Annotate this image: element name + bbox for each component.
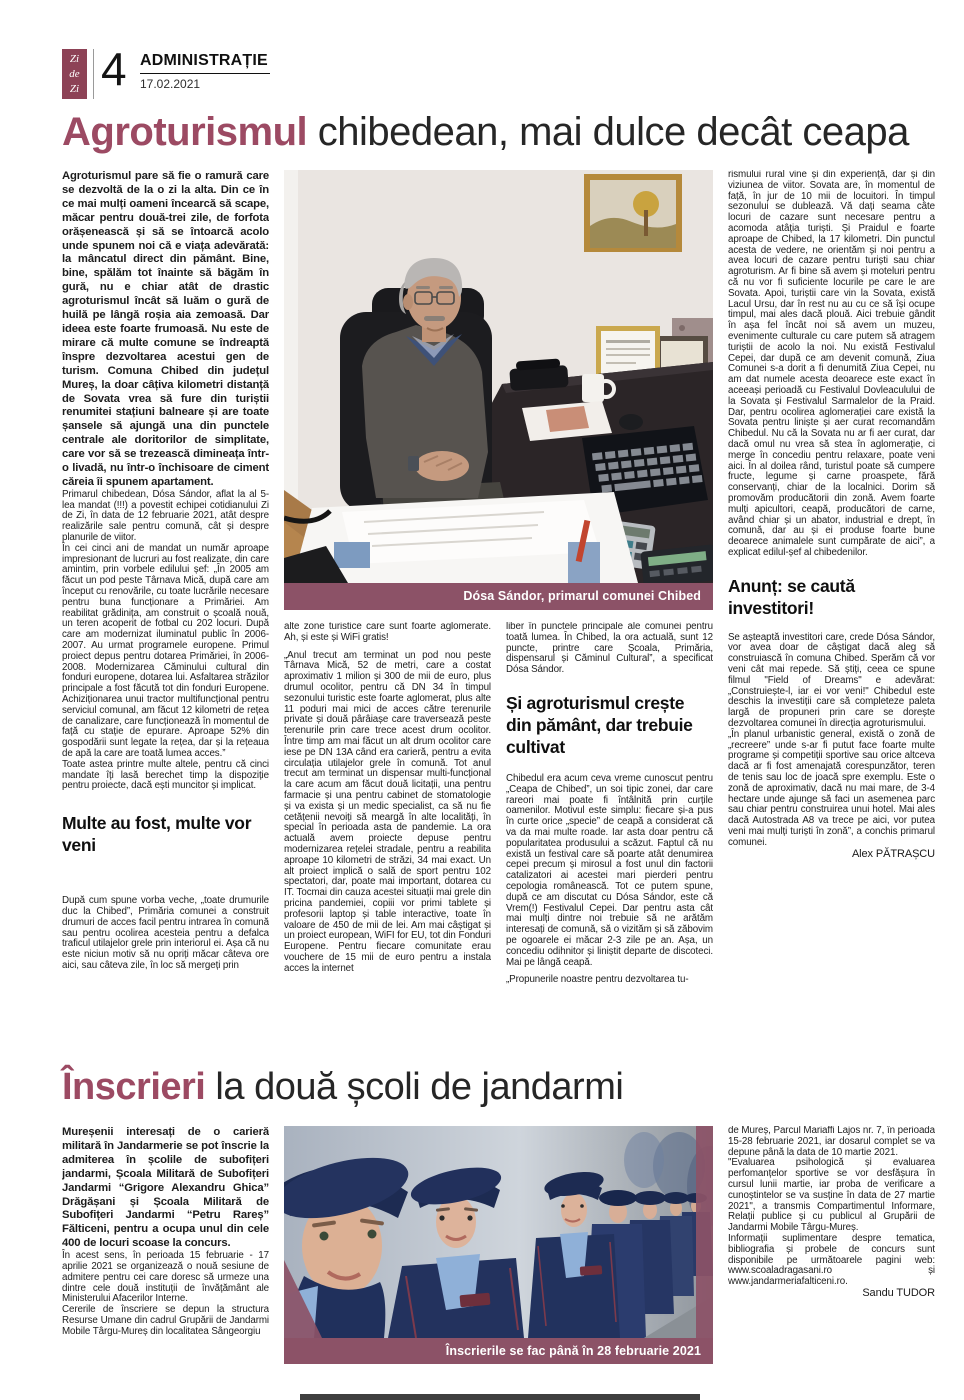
article2-byline: Sandu TUDOR: [862, 1286, 935, 1299]
article1-lede: Agroturismul pare să fie o ramură care se dezvoltă de la o zi la alta. Din ce în ce mai mulți oameni încearcă să scape, măcar pentru două-trei zile, de forfota orășenească și să se întoarcă acolo unde spunem noi că e viața adevărată: la mâncatul direct din pământ. Bine, bine, spălăm tot înainte să băgăm în gură, nu e chiar atât de drastic agroturismul încât să luăm o gură de huilă pe lângă roșia aia zemoasă. Dar ideea este foarte frumoasă. Nu este de mirare că multe comune se îndreaptă înspre dezvoltarea acestui gen de turism. Comuna Chibed din județul Mureș, la doar câțiva kilometri distanță de Sovata vrea să fure din turiștii renumitei stațiuni balneare și are toate șansele să ajungă una din punctele centrale ale doritorilor de simplitate, care vor să se trezească dimineața într-o livadă, nu într-o închisoare de ciment căreia îi spunem apartament.: [62, 170, 269, 488]
paragraph: alte zone turistice care sunt foarte aglomerate. Ah, și este și WiFi gratis!: [284, 622, 491, 643]
paragraph: „Propunerile noastre pentru dezvoltarea tu-: [506, 974, 689, 986]
subhead-anunt-investitori: Anunț: se caută investitori!: [728, 575, 855, 618]
wall-painting: [584, 174, 682, 252]
paragraph: liber în punctele principale ale comunei pentru toată lumea. În Chibed, la ora actuală, sunt 12 puncte, printre care Școala, Primăria, dispensarul și Căminul Cultural”, a specificat Dósa Sándor.: [506, 622, 713, 676]
article1-byline: Alex PĂTRAȘCU: [851, 847, 935, 860]
article2-headline-accent: Înscrieri: [62, 1066, 206, 1108]
mayor-photo-illustration: [284, 170, 713, 583]
paragraph: de Mureș, Parcul Mariaffi Lajos nr. 7, în perioada 15-28 februarie 2021, iar dosarul complet se va depune până la data de 10 martie 2021.: [728, 1126, 935, 1158]
article2-headline: [62, 1066, 623, 1109]
issue-date: 17.02.2021: [140, 77, 201, 91]
article2-column-1: [62, 1126, 269, 1398]
page-bottom-crop-strip: [300, 1394, 700, 1400]
logo-line: Zi: [69, 53, 80, 65]
paragraph: Informații suplimentare despre tematica, bibliografia și probele de concurs sunt disponibile pe următoarele pagini web: www.scoaladragasani.ro și www.jandarmeriafalticeni.ro.: [728, 1232, 935, 1288]
article1-headline: [62, 110, 909, 155]
photo2-caption: Înscrierile se fac până în 28 februarie 2021: [284, 1338, 713, 1364]
paragraph: În cei cinci ani de mandat un număr aproape impresionant de lucruri au fost realizate, din care amintim, prin vorbele edilului șef: „În 2005 am făcut un pod peste Târnava Mică, după care am început cu renovările, cu toate lucrările necesare pentru buna funcționare a Primăriei. Am reabilitat grădinița, am construit o școală nouă, un teren acoperit de fotbal cu 202 locuri. După care am modernizat iluminatul public în 2006-2007. Au urmat programele europene. Primul proiect depus pentru dotarea Primăriei, în 2006-2008. Modernizarea Căminului cultural din fonduri europene, dotarea lui. Asfaltarea străzilor principale a fost făcută tot din fonduri Europene. Achiziționarea unui tractor multifuncțional pentru serviciul comunal, am făcut 12 kilometri de rețea de canalizare, care funcționează în momentul de față cu stație de epurare. Aproape 52% din gospodării sunt legate la rețea, dar și la rețeaua de apă la care are toată lumea acces.”: [62, 542, 269, 759]
article1-column-4: [728, 170, 935, 1068]
article1-column-3: [506, 622, 713, 1068]
paragraph: Primarul chibedean, Dósa Sándor, aflat la al 5-lea mandat (!!!) a povestit echipei cotidianului Zi de Zi, în data de 12 februarie 2021, atât despre realizările sale pentru comună, cât și despre planurile de viitor.: [62, 488, 269, 544]
section-title: ADMINISTRAȚIE: [140, 52, 270, 74]
article1-headline-accent: Agroturismul: [62, 110, 308, 154]
article2-lede: Mureșenii interesați de o carieră militară în Jandarmerie se pot înscrie la admiterea în școlile de subofițeri jandarmi, Școala Militară de Subofițeri Jandarmi “Grigore Alexandru Ghica” Drăgășani și Școala Militară de Subofițeri Jandarmi “Petru Rareș” Fălticeni, pentru a ocupa unul din cele 400 de locuri scoase la concurs.: [62, 1126, 269, 1250]
subhead-agroturismul-creste: Și agroturismul crește din pământ, dar trebuie cultivat: [506, 692, 693, 757]
paragraph: „În planul urbanistic general, există o zonă de „recreere” unde s-ar fi putut face foarte multe programe și competiții sportive sau orice altceva dacă ar fi fost amenajată corespunzător, teren de tenis sau loc de joacă spre exemplu. Este o zonă de aproximativ, dacă nu mai mare, de 3-4 hectare unde ajunge să faci un asemenea parc sau chiar pentru construirea unui hotel. Mai ales dacă Autostrada A8 va trece pe aici, vor putea veni mai mulți turiști în zonă”, a conchis primarul comunei.: [728, 728, 935, 848]
page-number: 4: [101, 43, 126, 95]
gendarmes-photo-illustration: [284, 1126, 713, 1338]
photo1-caption: Dósa Sándor, primarul comunei Chibed: [284, 583, 713, 610]
paragraph: Chibedul era acum ceva vreme cunoscut pentru „Ceapa de Chibed”, un soi tipic zonei, dar care rareori mai poate fi întâlnită prin curțile oamenilor. Motivul este simplu: fiecare și-a pus în curte orice „specie” de ceapă a considerat că va da mai multe roade. Iar asta doar pentru că popularitatea produsului a scăzut. Faptul că nu există un festival care să poarte atât denumirea cepei precum și mirosul a fost unul din factorii catalizatori ai acestei mari pierderi pentru cepologia românească. Tot ce putem spune, după ce am discutat cu Dósa Sándor, este că Vrem(!) Festivalul Cepei. Dar pentru asta cât mai mulți dintre noi trebuie să ne arătăm interesați de comună, să o vizităm și să zăbovim pe ogoarele ei măcar 2-3 zile pe an. Așa, un concediu odihnitor și liniștit departe de discoteci. Mai pe lângă ceapă.: [506, 772, 713, 968]
article2-column-2: [728, 1126, 935, 1398]
zi-de-zi-logo: [62, 49, 87, 99]
section-block: [140, 52, 270, 91]
article1-column-2: [284, 622, 491, 1068]
logo-line: de: [69, 68, 80, 80]
mayor-photo-figure: [284, 170, 713, 610]
paragraph: După cum spune vorba veche, „toate drumurile duc la Chibed”, Primăria comunei a construit drumuri de acces facil pentru intrarea în comună sau pentru ocolirea acesteia pentru a defalca traficul utilajelor grele prin interiorul ei. Așa că nu este niciun motiv să nu opriți măcar câteva ore aici, sau câteva zile, în loc să mergeți prin: [62, 895, 269, 971]
article2-headline-rest: la două școli de jandarmi: [205, 1066, 624, 1108]
paragraph: Toate astea printre multe altele, pentru că cinci mandate îți lasă berechet timp la dispoziție pentru proiecte, dacă ești muncitor și implicat.: [62, 758, 269, 792]
article1-headline-rest: chibedean, mai dulce decât ceapa: [307, 110, 909, 154]
gendarmes-photo-figure: [284, 1126, 713, 1364]
paragraph: Cererile de înscriere se depun la structura Resurse Umane din cadrul Grupării de Jandarmi Mobile Târgu-Mureș din localitatea Sângeorgiu: [62, 1304, 269, 1337]
masthead-divider: [93, 49, 94, 99]
paragraph: Se așteaptă investitori care, crede Dósa Sándor, vor avea doar de câștigat dacă aleg să construiască în comuna Chibed. Sperăm că vor veni cât mai repede. Să știți, ceea ce spune filmul "Field of Dreams" e adevărat: „Construiește-l, iar ei vor veni!" Chibedul este deschis la investiții care să completeze paleta largă de propuneri prin care se dorește dezvoltarea comunei în direcția agroturismului.: [728, 631, 935, 730]
subhead-multe-au-fost: Multe au fost, multe vor veni: [62, 813, 252, 856]
article1-column-1: [62, 170, 269, 1066]
paragraph: În acest sens, în perioada 15 februarie - 17 aprilie 2021 se organizează o nouă sesiune de admitere pentru cei care doresc să urmeze una dintre cele două instituții de învățământ ale Ministerului Afacerilor Interne.: [62, 1250, 269, 1305]
paragraph: "Evaluarea psihologică și evaluarea perfomanțelor sportive se vor desfășura în cursul lunii martie, iar proba de verificare a cunoștintelor se va susține în data de 27 martie 2021", a transmis Compartimentul Informare, Relații publice și cu publicul al Grupării de Jandarmi Mobile Târgu-Mureș.: [728, 1157, 935, 1234]
paragraph: rismului rural vine și din experiență, dar și din viziunea de viitor. Sovata are, în momentul de față, în jur de 10 mii de locuitori. În timpul sezonului se dublează. Vă dați seama câte locuri de cazare sunt necesare pentru a acomoda atâția turiști. Și Praidul e foarte aproape de Chibed, la 17 kilometri. Din punctul acesta de vedere, ne orientăm și noi pentru a avea locuri de cazare pentru turiști sau chiar agroturism. Ar fi bine să avem și moteluri pentru că nu vor fi suficiente locurile pe care le are Sovata. Apoi, turiștii care vin la Sovata, există Lacul Ursu, dar în rest nu au cu ce să își ocupe timpul, mai ales dacă plouă. Aici trebuie gândit în așa fel încât noi să avem un muzeu, evenimente culturale cu care putem să atragem turiștii de acolo la noi. Nu există Festivalul Cepei, dar după ce am devenit comună, Ziua Comunei s-a dorit a fi denumită Ziua Cepei, nu am dat numele acesta deoarece este exact în aceeași perioadă cu Festivalul Dovleaculului de la Sovata și Festivalul Sarmalelor de la Praid. Dar, pentru ocolirea aglomerației care există la Sovata pentru liniște și aer curat recomandăm Chibedul. Nu că la Sovata nu ar fi aer curat, dar dacă omul nu vrea să stea în aglomerație, ci merge în concediu pentru relaxare, poate veni aici. În al doilea rând, turistul poate să cumpere fructe, legume și carne proaspete, fără conservanți, chiar de la localnici. Dorim să promovăm producătorii din zonă. Avem foarte mulți apicultori, ceapă, producători de carne, având chiar și un abator, industrial e drept, în comună, dar au și ei produse foarte bune deoarece animalele sunt cumpărate de aici”, a explicat edilul-șef al chibedenilor.: [728, 170, 935, 558]
logo-line: Zi: [69, 83, 80, 95]
paragraph: „Anul trecut am terminat un pod nou peste Târnava Mică, 52 de metri, care a costat aproximativ 1 milion și 300 de mii de euro, plus drumul ocolitor, pentru că DN 34 în timpul sezonului turistic este foarte aglomerat, plus alte 11 poduri mai mici de acces către terenurile private și două pârâiașe care traversează peste terenurile prin care trece acest drum ocolitor. Între timp am mai făcut un alt drum ocolitor care iese pe DN 13A când era carieră, pentru a evita circulația utilajelor grele în comună. Tot anul trecut am terminat un dispensar multi-funcțional la care acum am făcut două licitații, una pentru farmacie și una pentru cabinet de stomatologie și va exista și un medic specialist, ca să nu fie cetățenii nevoiți să meargă în alte localități, în special în perioada asta de pandemie. La ora actuală avem proiecte depuse pentru modernizarea rețelei stradale, pentru a reabilita aproape 10 kilometri de străzi, 34 mai exact. Un alt proiect implică o sală de sport pentru 102 spectatori, dar, poate mai important, dotarea cu IT. Tocmai din cauza acestei situații mai grele din pricina pandemiei, copiii vor primi tablete și profesorii laptop și table interactive, toate în valoare de 450 de mii de lei. Am mai câștigat și un proiect european, WiFI for EU, tot din Fonduri Europene. Pentru fiecare comunitate erau vouchere de 15 mii de euro pentru a instala acces la internet: [284, 649, 491, 974]
